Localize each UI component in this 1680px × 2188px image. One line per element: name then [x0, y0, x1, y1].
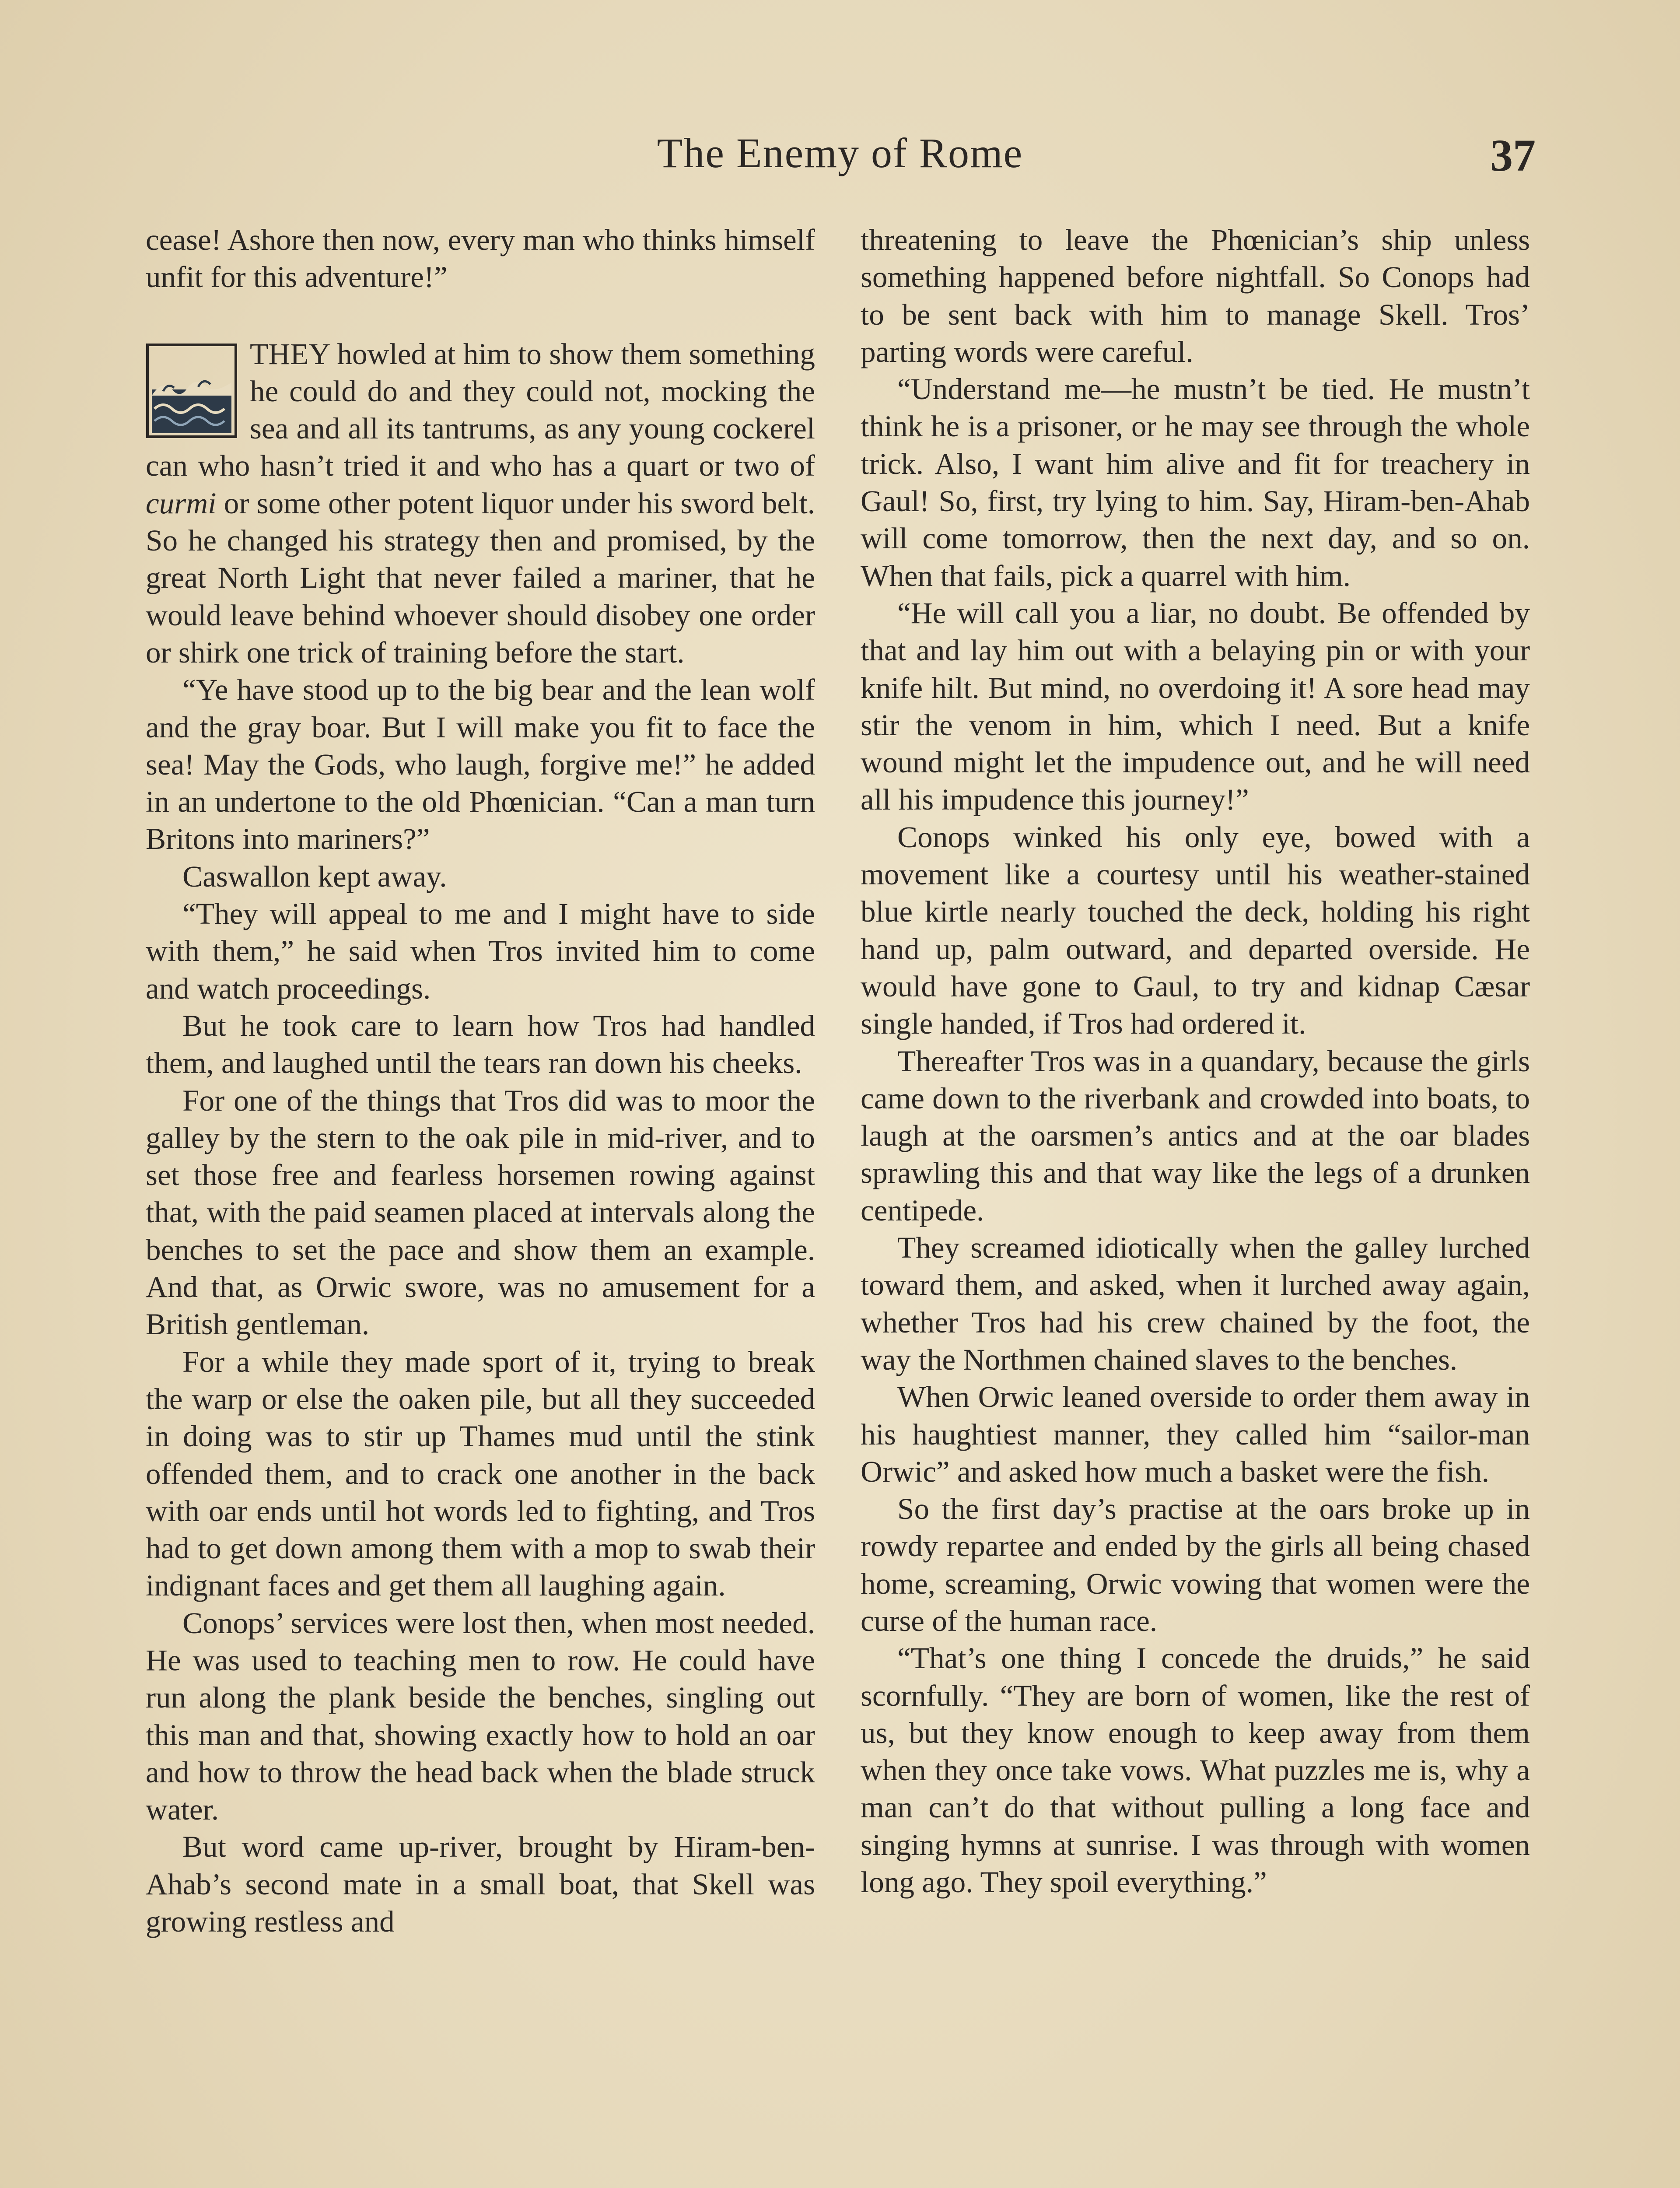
page-header — [144, 127, 1536, 193]
waves-icon — [146, 343, 238, 438]
paragraph: For a while they made sport of it, trying to break the warp or else the oaken pile, but all they succeeded in doing was to stir up Thames mud until the stink offended them, and to crack one another in the back with oar ends until hot words led to fighting, and Tros had to get down among them with a mop to swab their indignant faces and get them all laughing again. — [146, 1344, 815, 1602]
paragraph: Conops’ services were lost then, when most needed. He was used to teaching men to row. He could have run along the plank beside the benches, singling out this man and that, showing exactly how to hold an oar and how to throw the head back when the blade struck water. — [146, 1606, 815, 1827]
paragraph: “That’s one thing I concede the druids,” he said scornfully. “They are born of women, like the rest of us, but they know enough to keep away from them when they once take vows. What puzzles me is, why a man can’t do that without pulling a long face and singing hymns at sunrise. I was through with women long ago. They spoil everything.” — [861, 1641, 1530, 1899]
paragraph: For one of the things that Tros did was to moor the galley by the stern to the oak pile in mid-river, and to set those free and fearless horsemen rowing against that, with the paid seamen placed at intervals along the benches to set the pace and show them an example. And that, as Orwic swore, was no amusement for a British gentleman. — [146, 1083, 815, 1341]
paragraph-text: or some other potent liquor under his sword belt. So he changed his strategy then and promised, by the great North Light that never failed a mariner, that he would leave behind whoever should disobey one order or shirk one trick of training before the start. — [146, 486, 815, 669]
paragraph: When Orwic leaned overside to order them away in his haughtiest manner, they called him “sailor-man Orwic” and asked how much a basket were the fish. — [861, 1380, 1530, 1488]
paragraph-dropcap — [146, 335, 815, 671]
paragraph: “Ye have stood up to the big bear and the lean wolf and the gray boar. But I will make you fit to face the sea! May the Gods, who laugh, forgive me!” he added in an undertone to the old Phœnician. “Can a man turn Britons into mariners?” — [146, 673, 815, 856]
paragraph: Thereafter Tros was in a quandary, because the girls came down to the riverbank and crowded into boats, to laugh at the oarsmen’s antics and at the oar blades sprawling this and that way like the legs of a drunken centipede. — [861, 1044, 1530, 1227]
paragraph: So the first day’s practise at the oars broke up in rowdy repartee and ended by the girls all being chased home, screaming, Orwic vowing that women were the curse of the human race. — [861, 1492, 1530, 1637]
paragraph: Caswallon kept away. — [182, 859, 447, 893]
italic-term: curmi — [146, 486, 217, 520]
paragraph: But he took care to learn how Tros had handled them, and laughed until the tears ran down his cheeks. — [146, 1008, 815, 1080]
left-column — [146, 221, 815, 1940]
paragraph: “He will call you a liar, no doubt. Be offended by that and lay him out with a belaying pin or with your knife hilt. But mind, no overdoing it! A sore head may stir the venom in him, which I need. But a knife wound might let the impudence out, and he will need all his impudence this journey!” — [861, 596, 1530, 817]
paragraph-text: THEY howled at him to show them something he could do and they could not, mocking the sea and all its tantrums, as any young cockerel can who hasn’t tried it and who has a quart or two of — [146, 337, 815, 483]
running-title: The Enemy of Rome — [657, 130, 1023, 176]
page-number: 37 — [1490, 130, 1536, 181]
paragraph: “Understand me—he mustn’t be tied. He mustn’t think he is a prisoner, or he may see through the whole trick. Also, I want him alive and fit for treachery in Gaul! So, first, try lying to him. Say, Hiram-ben-Ahab will come tomorrow, then the next day, and so on. When that fails, pick a quarrel with him. — [861, 372, 1530, 593]
paragraph: They screamed idiotically when the galley lurched toward them, and asked, when it lurched away again, whether Tros had his crew chained by the foot, the way the Northmen chained slaves to the benches. — [861, 1231, 1530, 1376]
paragraph: “They will appeal to me and I might have to side with them,” he said when Tros invited him to come and watch proceedings. — [146, 897, 815, 1005]
right-column — [861, 221, 1530, 1900]
paragraph: cease! Ashore then now, every man who thinks himself unfit for this adventure!” — [146, 223, 815, 294]
section-break — [146, 296, 815, 335]
paragraph: Conops winked his only eye, bowed with a movement like a courtesy until his weather-stained blue kirtle nearly touched the deck, holding his right hand up, palm outward, and departed overside. He would have gone to Gaul, to try and kidnap Cæsar single handed, if Tros had ordered it. — [861, 820, 1530, 1041]
paragraph: But word came up-river, brought by Hiram-ben-Ahab’s second mate in a small boat, that Skell was growing restless and — [146, 1830, 815, 1939]
paragraph: threatening to leave the Phœnician’s ship unless something happened before nightfall. So Conops had to be sent back with him to manage Skell. Tros’ parting words were careful. — [861, 223, 1530, 368]
